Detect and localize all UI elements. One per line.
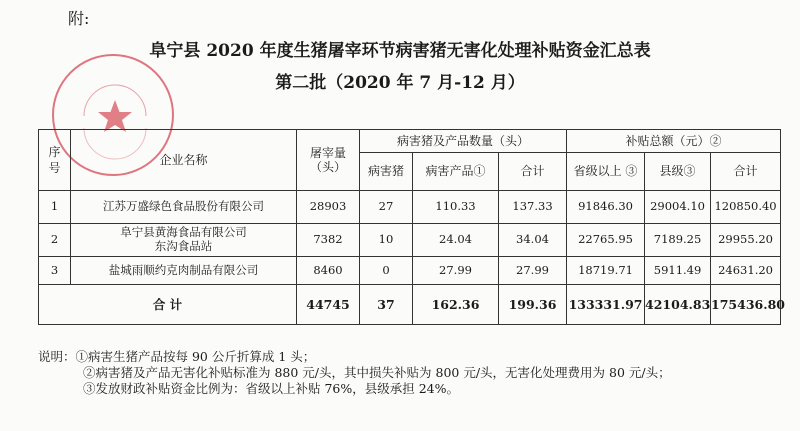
header-subsidy-total: 合计 — [711, 153, 781, 191]
total-provincial: 133331.97 — [567, 285, 645, 325]
company-name-line2: 东沟食品站 — [154, 239, 213, 253]
note-line: 说明：①病害生猪产品按每 90 公斤折算成 1 头； — [38, 349, 316, 364]
cell-sick-pigs: 10 — [360, 224, 413, 257]
cell-slaughter: 28903 — [297, 191, 360, 224]
total-label: 合 计 — [39, 285, 297, 325]
cell-slaughter: 7382 — [297, 224, 360, 257]
cell-seq: 1 — [39, 191, 71, 224]
header-sick-products: 病害产品① — [413, 153, 499, 191]
cell-company — [71, 224, 297, 257]
subsidy-summary-table — [38, 129, 785, 325]
attachment-label: 附: — [68, 9, 90, 28]
cell-subsidy-total: 24631.20 — [711, 257, 781, 285]
cell-subsidy-total: 29955.20 — [711, 224, 781, 257]
cell-slaughter: 8460 — [297, 257, 360, 285]
cell-company: 盐城雨顺约克肉制品有限公司 — [71, 257, 297, 285]
total-subsidy-total: 175436.80 — [711, 285, 781, 325]
header-sick-pigs: 病害猪 — [360, 153, 413, 191]
cell-sick-products: 27.99 — [413, 257, 499, 285]
header-seq: 序号 — [39, 130, 71, 191]
cell-sick-products: 24.04 — [413, 224, 499, 257]
document-title: 阜宁县 2020 年度生猪屠宰环节病害猪无害化处理补贴资金汇总表 — [149, 41, 651, 61]
table-row — [39, 257, 781, 285]
total-slaughter: 44745 — [297, 285, 360, 325]
notes-section — [38, 349, 671, 397]
total-sick-products: 162.36 — [413, 285, 499, 325]
cell-provincial: 91846.30 — [567, 191, 645, 224]
header-company: 企业名称 — [71, 130, 297, 191]
note-line: ③发放财政补贴资金比例为：省级以上补贴 76%，县级承担 24%。 — [83, 381, 460, 396]
document-subtitle: 第二批（2020 年 7 月-12 月） — [275, 73, 525, 93]
header-provincial: 省级以上 ③ — [567, 153, 645, 191]
total-row — [39, 285, 781, 325]
cell-qty-total: 34.04 — [499, 224, 567, 257]
cell-seq: 3 — [39, 257, 71, 285]
cell-county: 29004.10 — [645, 191, 711, 224]
cell-county: 7189.25 — [645, 224, 711, 257]
cell-provincial: 18719.71 — [567, 257, 645, 285]
header-qty-total: 合计 — [499, 153, 567, 191]
note-line: ②病害猪及产品无害化补贴标准为 880 元/头，其中损失补贴为 800 元/头，无害化处理费用为 80 元/头； — [83, 365, 671, 380]
cell-sick-pigs: 0 — [360, 257, 413, 285]
cell-sick-pigs: 27 — [360, 191, 413, 224]
header-group-subsidy: 补贴总额（元）② — [567, 130, 781, 153]
cell-qty-total: 137.33 — [499, 191, 567, 224]
cell-provincial: 22765.95 — [567, 224, 645, 257]
table-row — [39, 224, 781, 257]
cell-subsidy-total: 120850.40 — [711, 191, 781, 224]
table-row — [39, 191, 781, 224]
cell-county: 5911.49 — [645, 257, 711, 285]
total-county: 42104.83 — [645, 285, 711, 325]
total-qty-total: 199.36 — [499, 285, 567, 325]
company-name-line1: 阜宁县黄海食品有限公司 — [120, 225, 247, 240]
header-group-quantity: 病害猪及产品数量（头） — [360, 130, 567, 153]
header-slaughter: 屠宰量（头） — [297, 130, 360, 191]
cell-qty-total: 27.99 — [499, 257, 567, 285]
cell-seq: 2 — [39, 224, 71, 257]
total-sick-pigs: 37 — [360, 285, 413, 325]
header-county: 县级③ — [645, 153, 711, 191]
cell-sick-products: 110.33 — [413, 191, 499, 224]
cell-company: 江苏万盛绿色食品股份有限公司 — [71, 191, 297, 224]
